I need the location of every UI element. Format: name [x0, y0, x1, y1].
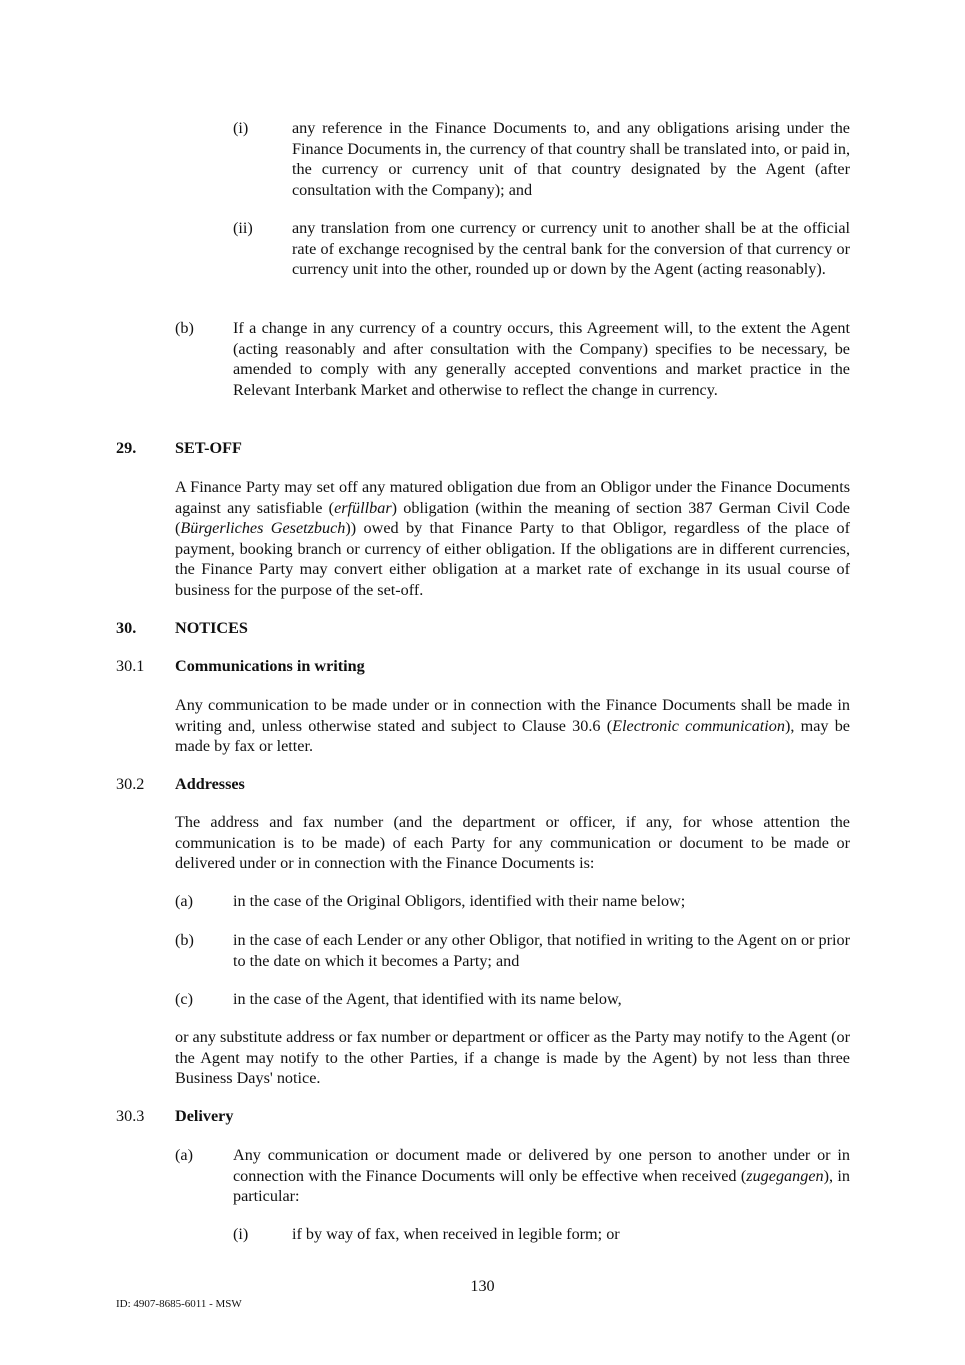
item-i-label: (i)	[233, 119, 249, 137]
clause-30-2-c-label: (c)	[175, 990, 193, 1008]
section-29-number: 29.	[116, 439, 137, 457]
clause-30-2-a-text: in the case of the Original Obligors, identified with their name below;	[233, 892, 686, 910]
clause-30-1-paragraph: Any communication to be made under or in connection with the Finance Documents shall be made in writing and, unless otherwise stated and subject to Clause 30.6 (Electronic communication), may be made by fax or letter.	[175, 696, 850, 755]
setoff-paragraph: A Finance Party may set off any matured obligation due from an Obligor under the Finance Documents against any satisfiable (erfüllbar) obligation (within the meaning of section 387 German Civil Code (Bürgerliches Gesetzbuch)) owed by that Finance Party to that Obligor, regardless of the place of payment, booking branch or currency of either obligation. If the obligations are in different currencies, the Finance Party may convert either obligation at a market rate of exchange in its usual course of business for the purpose of the set-off.	[175, 478, 850, 599]
clause-30-2-title: Addresses	[175, 775, 245, 793]
clause-30-1-number: 30.1	[116, 657, 145, 675]
clause-30-3-number: 30.3	[116, 1107, 145, 1125]
item-b-text: If a change in any currency of a country occurs, this Agreement will, to the extent the Agent (acting reasonably and after consultation with the Company) specifies to be necessary, be amended to comply with any generally accepted conventions and market practice in the Relevant Interbank Market and otherwise to reflect the change in currency.	[233, 319, 850, 399]
section-29-title: SET-OFF	[175, 439, 242, 457]
clause-30-3-a-text: Any communication or document made or delivered by one person to another under or in connection with the Finance Documents will only be effective when received (zugegangen), in particular:	[233, 1146, 850, 1205]
clause-30-2-a-label: (a)	[175, 892, 193, 910]
clause-30-2-b-label: (b)	[175, 931, 194, 949]
item-ii-text: any translation from one currency or currency unit to another shall be at the official rate of exchange recognised by the central bank for the conversion of that currency or currency unit into the other, rounded up or down by the Agent (acting reasonably).	[292, 219, 850, 278]
item-b-label: (b)	[175, 319, 194, 337]
section-30-title: NOTICES	[175, 619, 248, 637]
clause-30-2-number: 30.2	[116, 775, 145, 793]
clause-30-2-intro: The address and fax number (and the department or officer, if any, for whose attention the communication is to be made) of each Party for any communication or document to be made or delivered under or in connection with the Finance Documents is:	[175, 813, 850, 872]
clause-30-1-title: Communications in writing	[175, 657, 365, 675]
section-30-number: 30.	[116, 619, 137, 637]
clause-30-3-title: Delivery	[175, 1107, 234, 1125]
clause-30-2-c-text: in the case of the Agent, that identified with its name below,	[233, 990, 622, 1008]
clause-30-3-i-text: if by way of fax, when received in legible form; or	[292, 1225, 620, 1243]
item-ii-label: (ii)	[233, 219, 253, 237]
clause-30-3-a-label: (a)	[175, 1146, 193, 1164]
page-number: 130	[470, 1277, 495, 1295]
clause-30-2-outro: or any substitute address or fax number or department or officer as the Party may notify to the Agent (or the Agent may notify to the other Parties, if a change is made by the Agent) by not less than three Business Days' notice.	[175, 1028, 850, 1087]
item-i-text: any reference in the Finance Documents to, and any obligations arising under the Finance Documents in, the currency of that country shall be translated into, or paid in, the currency or currency unit of that country designated by the Agent (after consultation with the Company); and	[292, 119, 850, 199]
clause-30-2-b-text: in the case of each Lender or any other Obligor, that notified in writing to the Agent on or prior to the date on which it becomes a Party; and	[233, 931, 850, 970]
document-id: ID: 4907-8685-6011 - MSW	[116, 1298, 242, 1310]
clause-30-3-i-label: (i)	[233, 1225, 249, 1243]
